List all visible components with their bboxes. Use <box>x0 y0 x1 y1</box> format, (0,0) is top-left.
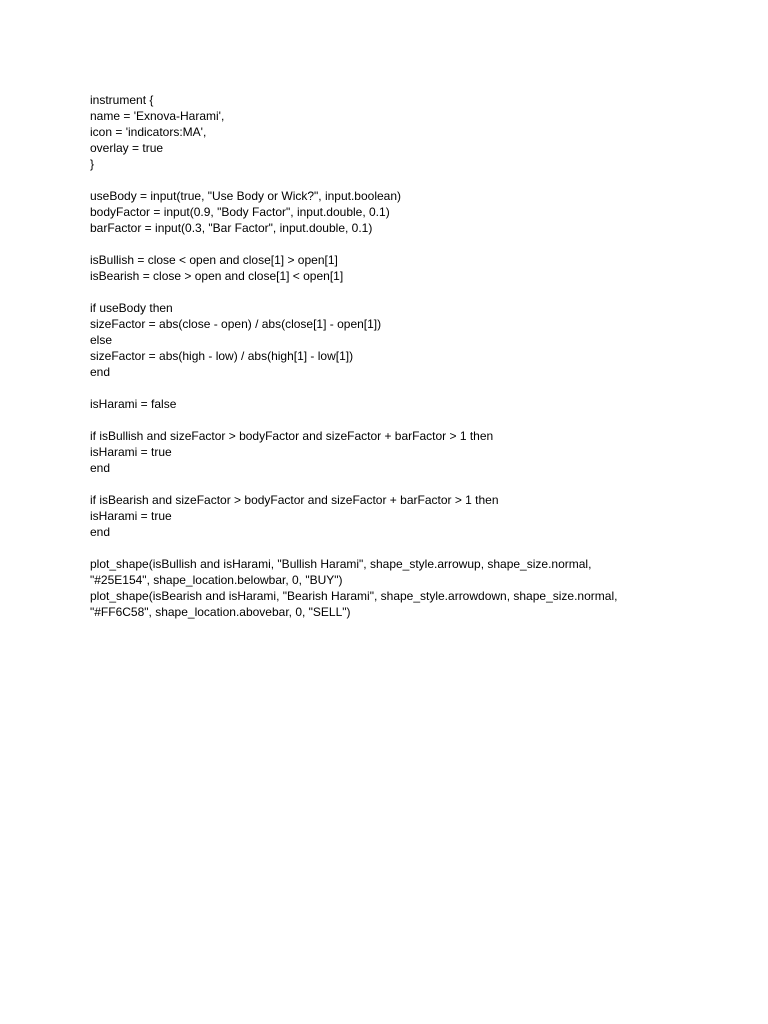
blank-line <box>90 476 730 492</box>
code-line: sizeFactor = abs(close - open) / abs(close[1] - open[1]) <box>90 317 382 331</box>
code-line: } <box>90 157 95 171</box>
blank-line <box>90 380 730 396</box>
code-line: if useBody then <box>90 301 173 315</box>
code-line: barFactor = input(0.3, "Bar Factor", input.double, 0.1) <box>90 221 373 235</box>
code-line: end <box>90 461 111 475</box>
code-line: isHarami = true <box>90 445 172 459</box>
code-line: isBullish = close < open and close[1] > open[1] <box>90 253 338 267</box>
blank-line <box>90 284 730 300</box>
code-line: name = 'Exnova-Harami', <box>90 109 225 123</box>
code-line: end <box>90 525 111 539</box>
code-line: "#25E154", shape_location.belowbar, 0, "BUY") <box>90 573 343 587</box>
code-line: if isBullish and sizeFactor > bodyFactor and sizeFactor + barFactor > 1 then <box>90 429 494 443</box>
code-line: sizeFactor = abs(high - low) / abs(high[1] - low[1]) <box>90 349 354 363</box>
code-line: plot_shape(isBearish and isHarami, "Bearish Harami", shape_style.arrowdown, shape_size.normal, <box>90 589 618 603</box>
code-text-block <box>90 92 730 620</box>
code-line: bodyFactor = input(0.9, "Body Factor", input.double, 0.1) <box>90 205 390 219</box>
blank-line <box>90 412 730 428</box>
code-line: isBearish = close > open and close[1] < open[1] <box>90 269 344 283</box>
code-line: else <box>90 333 113 347</box>
blank-line <box>90 540 730 556</box>
code-line: overlay = true <box>90 141 164 155</box>
code-line: useBody = input(true, "Use Body or Wick?", input.boolean) <box>90 189 402 203</box>
code-line: if isBearish and sizeFactor > bodyFactor and sizeFactor + barFactor > 1 then <box>90 493 499 507</box>
code-line: isHarami = true <box>90 509 172 523</box>
code-line: end <box>90 365 111 379</box>
blank-line <box>90 236 730 252</box>
code-line: icon = 'indicators:MA', <box>90 125 207 139</box>
code-line: isHarami = false <box>90 397 177 411</box>
code-line: instrument { <box>90 93 154 107</box>
blank-line <box>90 172 730 188</box>
code-line: "#FF6C58", shape_location.abovebar, 0, "SELL") <box>90 605 351 619</box>
code-line: plot_shape(isBullish and isHarami, "Bullish Harami", shape_style.arrowup, shape_size.normal, <box>90 557 592 571</box>
